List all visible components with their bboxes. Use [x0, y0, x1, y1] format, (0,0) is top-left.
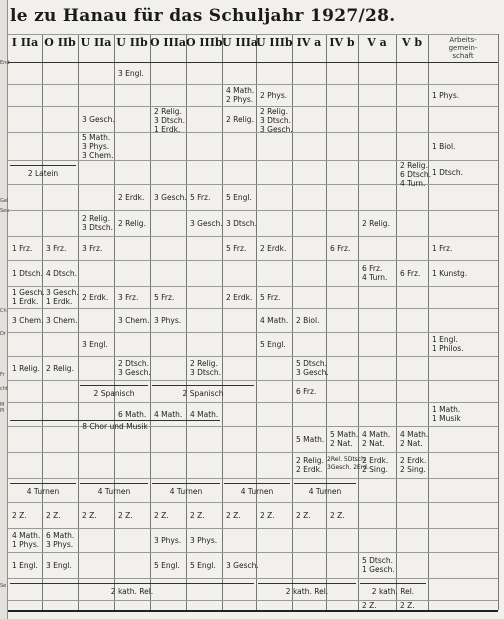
- table-cell: 2 Z.: [118, 510, 133, 520]
- table-cell: 1 Kunstg.: [432, 268, 468, 278]
- table-cell: 4 Math.: [190, 409, 219, 419]
- column-divider: [78, 34, 79, 610]
- table-bottom-rule: [8, 610, 498, 612]
- margin-fragment: Se: [0, 583, 7, 589]
- margin-fragment: M Pl: [0, 402, 5, 414]
- row-divider: [8, 236, 498, 237]
- table-cell: 2 Relig.: [46, 363, 74, 373]
- table-cell: 2Rel. 5Dtsch. 3Gesch. 2Erd.: [327, 456, 369, 471]
- table-cell: 1 Math. 1 Musik: [432, 405, 461, 423]
- table-cell: 2 Z.: [330, 510, 345, 520]
- table-cell: 5 Engl.: [260, 339, 286, 349]
- column-header: V a: [367, 36, 387, 49]
- table-cell: 2 Erdk. 2 Sing.: [400, 456, 427, 474]
- column-divider: [326, 34, 327, 610]
- span-label: 4 Turnen: [169, 487, 203, 496]
- table-cell: 2 Relig.: [226, 114, 254, 124]
- margin-fragment: Gel: [0, 198, 9, 204]
- span-bracket-line: [258, 583, 356, 584]
- table-cell: 2 Relig. 2 Erdk.: [296, 456, 324, 474]
- table-cell: 5 Frz.: [190, 192, 211, 202]
- table-cell: 5 Math. 3 Phys. 3 Chem.: [82, 133, 114, 160]
- table-cell: 1 Dtsch.: [432, 167, 464, 177]
- column-header: U IIIa: [222, 36, 258, 49]
- table-cell: 2 Z.: [190, 510, 205, 520]
- row-divider: [8, 528, 498, 529]
- span-label: 4 Turnen: [26, 487, 60, 496]
- table-cell: 3 Chem.: [46, 315, 78, 325]
- table-cell: 1 Biol.: [432, 141, 456, 151]
- row-divider: [8, 578, 498, 579]
- column-divider: [186, 34, 187, 610]
- margin-fragment: Dr: [0, 331, 6, 337]
- table-cell: 3 Engl.: [46, 560, 72, 570]
- table-cell: 2 Z.: [226, 510, 241, 520]
- table-cell: 6 Frz. 4 Turn.: [362, 264, 388, 282]
- span-label: 2 Spanisch: [182, 389, 224, 398]
- column-header: U IIa: [80, 36, 112, 49]
- span-label: 2 Latein: [27, 169, 59, 178]
- table-cell: 2 Relig.: [118, 218, 146, 228]
- margin-fragment: cht: [0, 386, 8, 392]
- span-bracket-line: [10, 483, 76, 484]
- column-divider: [256, 34, 257, 610]
- table-cell: 2 Z.: [154, 510, 169, 520]
- table-cell: 2 Z.: [12, 510, 27, 520]
- column-header: V b: [401, 36, 423, 49]
- row-divider: [8, 260, 498, 261]
- row-divider: [8, 502, 498, 503]
- span-bracket-line: [152, 483, 220, 484]
- table-cell: 1 Dtsch.: [12, 268, 44, 278]
- table-cell: 2 Relig.: [362, 218, 390, 228]
- table-cell: 6 Frz.: [400, 268, 421, 278]
- column-divider: [222, 34, 223, 610]
- row-divider: [8, 332, 498, 333]
- column-header: O IIb: [44, 36, 76, 49]
- row-divider: [8, 106, 498, 107]
- table-cell: 5 Math.: [296, 434, 325, 444]
- table-cell: 4 Math. 2 Nat.: [362, 430, 391, 448]
- column-divider: [150, 34, 151, 610]
- span-label: 8 Chor und Musik: [82, 422, 148, 431]
- span-bracket-line: [10, 420, 220, 421]
- table-cell: 6 Frz.: [296, 386, 317, 396]
- span-bracket-line: [152, 385, 254, 386]
- table-cell: 1 Gesch. 1 Erdk.: [12, 288, 45, 306]
- column-header: IV a: [296, 36, 322, 49]
- margin-fragment: Ch: [0, 308, 7, 314]
- table-cell: 2 Dtsch. 3 Gesch.: [118, 359, 151, 377]
- table-cell: 2 Erdk. 2 Sing.: [362, 456, 389, 474]
- margin-fragment: Seu: [0, 208, 10, 214]
- table-cell: 3 Frz.: [82, 243, 103, 253]
- table-cell: 2 Relig. 3 Dtsch. 1 Erdk.: [154, 107, 186, 134]
- span-bracket-line: [80, 483, 148, 484]
- row-divider: [8, 34, 498, 35]
- table-cell: 4 Math.: [154, 409, 183, 419]
- span-bracket-line: [10, 583, 254, 584]
- table-cell: 3 Engl.: [82, 339, 108, 349]
- table-cell: 3 Dtsch.: [226, 218, 258, 228]
- table-cell: 3 Phys.: [154, 315, 182, 325]
- column-header: IV b: [329, 36, 355, 49]
- table-cell: 2 Relig. 3 Dtsch.: [190, 359, 222, 377]
- row-divider: [8, 84, 498, 85]
- book-spine-margin: [0, 0, 8, 619]
- table-cell: 2 Erdk.: [226, 292, 253, 302]
- table-cell: 5 Engl.: [226, 192, 252, 202]
- column-divider: [498, 34, 499, 610]
- row-divider: [8, 600, 498, 601]
- table-cell: 5 Frz.: [154, 292, 175, 302]
- table-cell: 5 Frz.: [260, 292, 281, 302]
- table-cell: 4 Math. 2 Nat.: [400, 430, 429, 448]
- margin-fragment: End: [0, 60, 10, 66]
- column-header: U IIb: [116, 36, 148, 49]
- row-divider: [8, 402, 498, 403]
- table-cell: 2 Relig. 3 Dtsch. 3 Gesch.: [260, 107, 293, 134]
- table-cell: 2 Z.: [362, 601, 377, 610]
- span-label: 4 Turnen: [308, 487, 342, 496]
- table-cell: 6 Frz.: [330, 243, 351, 253]
- column-header: I IIa: [11, 36, 39, 49]
- column-divider: [428, 34, 429, 610]
- table-cell: 2 Z.: [82, 510, 97, 520]
- table-cell: 2 Z.: [400, 601, 415, 610]
- span-bracket-line: [294, 483, 356, 484]
- table-cell: 2 Erdk.: [82, 292, 109, 302]
- row-divider: [8, 210, 498, 211]
- table-cell: 5 Engl.: [154, 560, 180, 570]
- table-cell: 3 Chem.: [118, 315, 150, 325]
- table-cell: 3 Frz.: [118, 292, 139, 302]
- column-header: O IIIb: [186, 36, 223, 49]
- span-label: 4 Turnen: [97, 487, 131, 496]
- table-cell: 4 Math.: [260, 315, 289, 325]
- table-cell: 3 Gesch.: [154, 192, 187, 202]
- table-cell: 5 Dtsch. 1 Gesch.: [362, 556, 395, 574]
- table-cell: 4 Dtsch.: [46, 268, 78, 278]
- table-cell: 3 Chem.: [12, 315, 44, 325]
- table-cell: 1 Engl. 1 Philos.: [432, 335, 464, 353]
- table-cell: 2 Phys.: [260, 90, 288, 100]
- column-header: Arbeits- gemein- schaft: [448, 36, 478, 60]
- span-label: 2 kath. Rel.: [110, 587, 154, 596]
- table-cell: 4 Math. 1 Phys.: [12, 531, 41, 549]
- table-cell: 3 Gesch.: [190, 218, 223, 228]
- table-cell: 2 Biol.: [296, 315, 320, 325]
- table-cell: 2 Z.: [260, 510, 275, 520]
- table-cell: 5 Frz.: [226, 243, 247, 253]
- table-cell: 3 Gesch. 1 Erdk.: [46, 288, 79, 306]
- column-header: U IIIb: [256, 36, 293, 49]
- column-divider: [358, 34, 359, 610]
- span-bracket-line: [360, 583, 426, 584]
- table-cell: 5 Dtsch. 3 Gesch.: [296, 359, 329, 377]
- table-cell: 6 Math. 3 Phys.: [46, 531, 75, 549]
- column-header: O IIIa: [150, 36, 186, 49]
- row-divider: [8, 308, 498, 309]
- span-label: 2 kath. Rel.: [371, 587, 415, 596]
- table-cell: 3 Phys.: [154, 535, 182, 545]
- table-cell: 2 Relig. 3 Dtsch.: [82, 214, 114, 232]
- span-label: 2 Spanisch: [93, 389, 135, 398]
- row-divider: [8, 552, 498, 553]
- table-cell: 6 Math.: [118, 409, 147, 419]
- row-divider: [8, 452, 498, 453]
- table-cell: 1 Phys.: [432, 90, 460, 100]
- table-cell: 3 Gesch.: [226, 560, 259, 570]
- table-cell: 3 Phys.: [190, 535, 218, 545]
- span-bracket-line: [224, 483, 290, 484]
- table-cell: 3 Engl.: [118, 68, 144, 78]
- table-cell: 1 Frz.: [12, 243, 33, 253]
- table-cell: 2 Erdk.: [260, 243, 287, 253]
- row-divider: [8, 62, 498, 63]
- row-divider: [8, 478, 498, 479]
- span-label: 2 kath. Rel.: [285, 587, 329, 596]
- page-title: le zu Hanau für das Schuljahr 1927/28.: [10, 6, 396, 26]
- column-divider: [396, 34, 397, 610]
- table-cell: 3 Gesch.: [82, 114, 115, 124]
- row-divider: [8, 356, 498, 357]
- table-cell: 2 Erdk.: [118, 192, 145, 202]
- table-cell: 2 Relig. 6 Dtsch. 4 Turn.: [400, 161, 432, 188]
- table-cell: 2 Z.: [296, 510, 311, 520]
- table-cell: 2 Z.: [46, 510, 61, 520]
- table-cell: 5 Engl.: [190, 560, 216, 570]
- table-cell: 1 Engl.: [12, 560, 38, 570]
- table-cell: 4 Math. 2 Phys.: [226, 86, 255, 104]
- table-cell: 3 Frz.: [46, 243, 67, 253]
- table-cell: 1 Frz.: [432, 243, 453, 253]
- span-label: 4 Turnen: [240, 487, 274, 496]
- timetable-grid: [8, 34, 498, 614]
- table-cell: 5 Math. 2 Nat.: [330, 430, 359, 448]
- row-divider: [8, 286, 498, 287]
- row-divider: [8, 380, 498, 381]
- span-bracket-line: [10, 165, 76, 166]
- table-cell: 1 Relig.: [12, 363, 40, 373]
- margin-fragment: Fr: [0, 372, 5, 378]
- span-bracket-line: [80, 385, 148, 386]
